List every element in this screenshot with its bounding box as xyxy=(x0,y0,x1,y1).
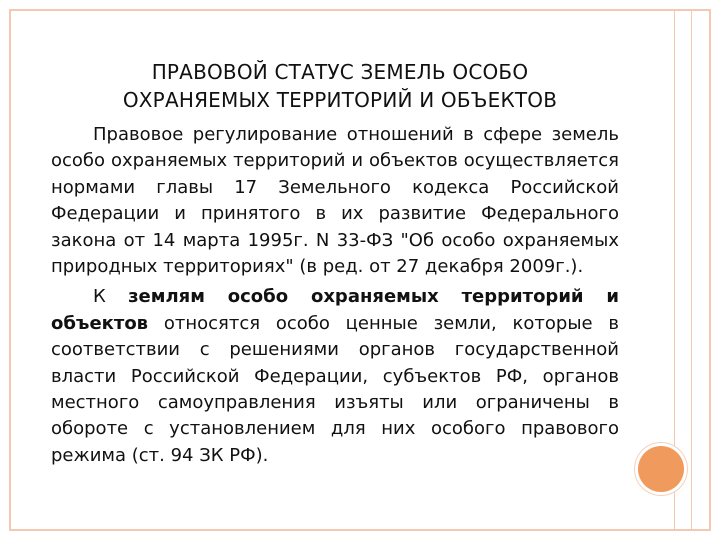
paragraph-definition xyxy=(51,284,619,469)
paragraph-definition-bold-term: землям особо охраняемых территорий и объектов xyxy=(51,286,619,334)
paragraph-definition-rest: относятся особо ценные земли, которые в соответствии с решениями органов государственной власти Российской Федерации, субъектов РФ, органов местного самоуправления изъяты или ограничены в обороте с установлением для них особого правового режима (ст. 94 ЗК РФ). xyxy=(51,312,619,466)
title-line-2: ОХРАНЯЕМЫХ ТЕРРИТОРИЙ И ОБЪЕКТОВ xyxy=(122,88,558,112)
title-line-1: ПРАВОВОЙ СТАТУС ЗЕМЕЛЬ ОСОБО xyxy=(151,60,529,84)
slide-title xyxy=(40,58,640,114)
paragraph-legal-regulation: Правовое регулирование отношений в сфере земель особо охраняемых территорий и объектов осуществляется нормами главы 17 Земельного кодекса Российской Федерации и принятого в их развитие Федерального закона от 14 марта 1995г. N 33-ФЗ "Об особо охраняемых природных территориях" (в ред. от 27 декабря 2009г.). xyxy=(51,124,619,278)
paragraph-definition-lead: К xyxy=(93,286,129,308)
accent-circle-icon xyxy=(638,446,684,492)
slide-body xyxy=(51,122,619,469)
